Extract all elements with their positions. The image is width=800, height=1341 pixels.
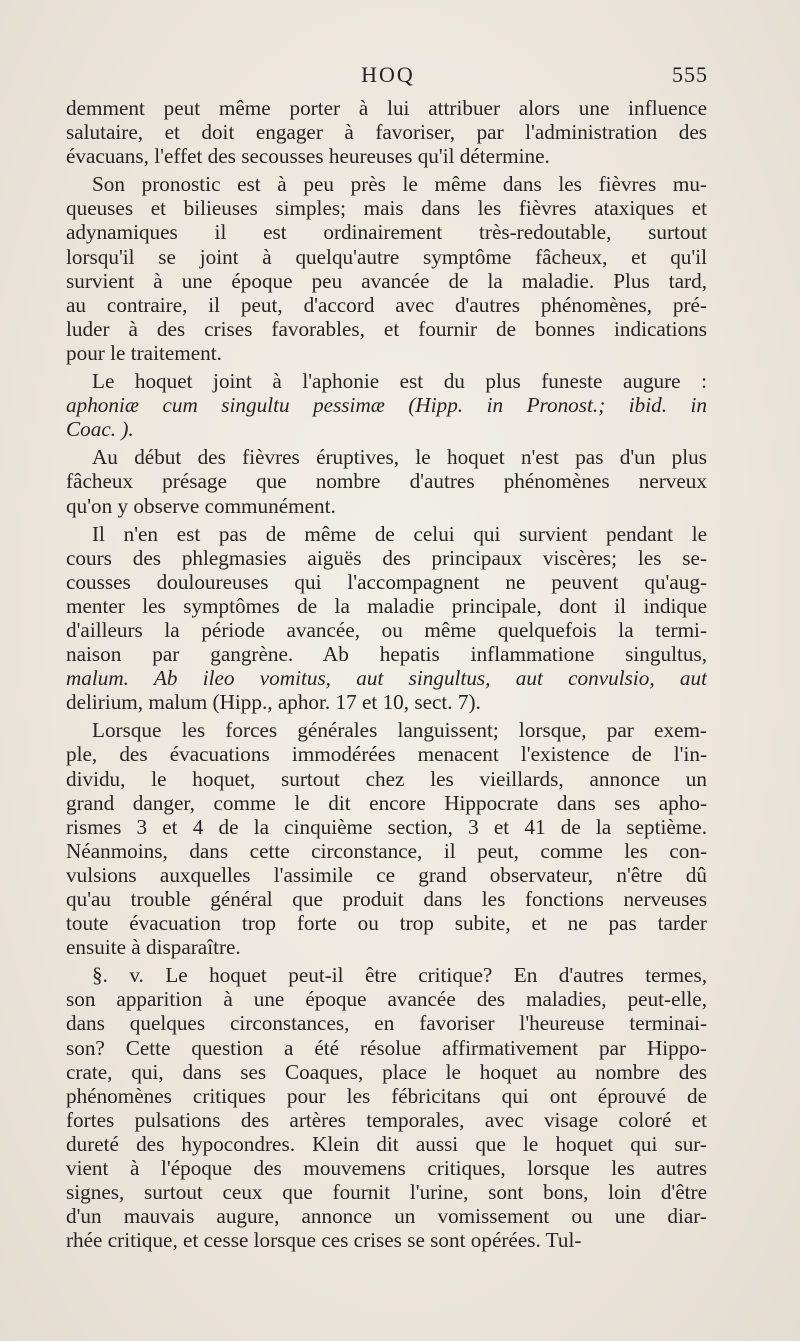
- text-line: rismes 3 et 4 de la cinquième section, 3 et 41 de la septième.: [66, 814, 707, 839]
- text-line: malum. Ab ileo vomitus, aut singultus, aut convulsio, aut: [66, 666, 707, 691]
- text-line: salutaire, et doit engager à favoriser, par l'administration des: [66, 120, 707, 145]
- paragraph: [66, 369, 707, 441]
- text-line: lorsqu'il se joint à quelqu'autre symptôme fâcheux, et qu'il: [66, 244, 707, 269]
- text-line: fortes pulsations des artères temporales, avec visage coloré et: [66, 1107, 707, 1132]
- text-line: vient à l'époque des mouvemens critiques, lorsque les autres: [66, 1156, 707, 1181]
- text-line: fâcheux présage que nombre d'autres phénomènes nerveux: [66, 469, 707, 494]
- text-line: ple, des évacuations immodérées menacent l'existence de l'in-: [66, 742, 707, 767]
- running-head: [68, 62, 708, 96]
- text-line: qu'au trouble général que produit dans les fonctions nerveuses: [66, 887, 707, 911]
- text-line: d'un mauvais augure, annonce un vomissement ou une diar-: [66, 1204, 707, 1229]
- text-line: grand danger, comme le dit encore Hippocrate dans ses apho-: [66, 790, 707, 815]
- text-line: rhée critique, et cesse lorsque ces crises se sont opérées. Tul-: [66, 1228, 582, 1253]
- text-line: luder à des crises favorables, et fournir de bonnes indications: [66, 316, 707, 341]
- text-line: adynamiques il est ordinairement très-redoutable, surtout: [66, 220, 707, 245]
- text-line: évacuans, l'effet des secousses heureuses qu'il détermine.: [66, 144, 550, 169]
- text-line: demment peut même porter à lui attribuer alors une influence: [66, 96, 707, 120]
- text-line: aphoniæ cum singultu pessimæ (Hipp. in Pronost.; ibid. in: [66, 393, 707, 418]
- text-line: toute évacuation trop forte ou trop subite, et ne pas tarder: [66, 911, 707, 936]
- text-line: au contraire, il peut, d'accord avec d'autres phénomènes, pré-: [66, 292, 707, 317]
- text-line: survient à une époque peu avancée de la maladie. Plus tard,: [66, 268, 707, 293]
- text-line: queuses et bilieuses simples; mais dans les fièvres ataxiques et: [66, 196, 707, 221]
- page-number: 555: [672, 62, 708, 87]
- text-line: qu'on y observe communément.: [66, 493, 336, 518]
- text-line: vulsions auxquelles l'assimile ce grand observateur, n'être dû: [66, 862, 707, 887]
- text-line: dividu, le hoquet, surtout chez les vieillards, annonce un: [66, 766, 707, 791]
- paragraph: [66, 963, 707, 1252]
- running-title: HOQ: [361, 62, 415, 87]
- text-line: phénomènes critiques pour les fébricitans qui ont éprouvé de: [66, 1083, 707, 1108]
- paragraph: [66, 718, 707, 959]
- paragraph: [66, 445, 707, 517]
- text-line: delirium, malum (Hipp., aphor. 17 et 10, sect. 7).: [66, 690, 481, 715]
- body-text: [66, 96, 707, 1252]
- text-line: signes, surtout ceux que fournit l'urine, sont bons, loin d'être: [66, 1180, 707, 1205]
- text-line: §. v. Le hoquet peut-il être critique? En d'autres termes,: [92, 963, 707, 988]
- text-line: cousses douloureuses qui l'accompagnent ne peuvent qu'aug-: [66, 569, 707, 594]
- text-line: d'ailleurs la période avancée, ou même quelquefois la termi-: [66, 617, 707, 642]
- text-line: Son pronostic est à peu près le même dans les fièvres mu-: [92, 172, 707, 197]
- text-line: son apparition à une époque avancée des maladies, peut-elle,: [66, 987, 707, 1012]
- text-line: Le hoquet joint à l'aphonie est du plus funeste augure :: [92, 369, 707, 394]
- text-line: Il n'en est pas de même de celui qui survient pendant le: [92, 521, 707, 546]
- text-line: crate, qui, dans ses Coaques, place le hoquet au nombre des: [66, 1059, 707, 1084]
- text-line: pour le traitement.: [66, 340, 222, 365]
- text-line: Au début des fièvres éruptives, le hoquet n'est pas d'un plus: [92, 445, 707, 470]
- text-line: Coac. ).: [66, 417, 134, 442]
- paragraph: [66, 96, 707, 168]
- text-line: cours des phlegmasies aiguës des principaux viscères; les se-: [66, 545, 707, 570]
- text-line: dureté des hypocondres. Klein dit aussi que le hoquet qui sur-: [66, 1131, 707, 1156]
- text-line: Néanmoins, dans cette circonstance, il peut, comme les con-: [66, 838, 707, 863]
- text-line: dans quelques circonstances, en favoriser l'heureuse terminai-: [66, 1011, 707, 1036]
- paragraph: [66, 172, 707, 365]
- paragraph: [66, 522, 707, 715]
- text-line: son? Cette question a été résolue affirmativement par Hippo-: [66, 1035, 707, 1060]
- text-line: naison par gangrène. Ab hepatis inflammatione singultus,: [66, 642, 707, 667]
- text-line: Lorsque les forces générales languissent; lorsque, par exem-: [92, 718, 707, 743]
- text-line: menter les symptômes de la maladie principale, dont il indique: [66, 593, 707, 618]
- text-line: ensuite à disparaître.: [66, 935, 241, 960]
